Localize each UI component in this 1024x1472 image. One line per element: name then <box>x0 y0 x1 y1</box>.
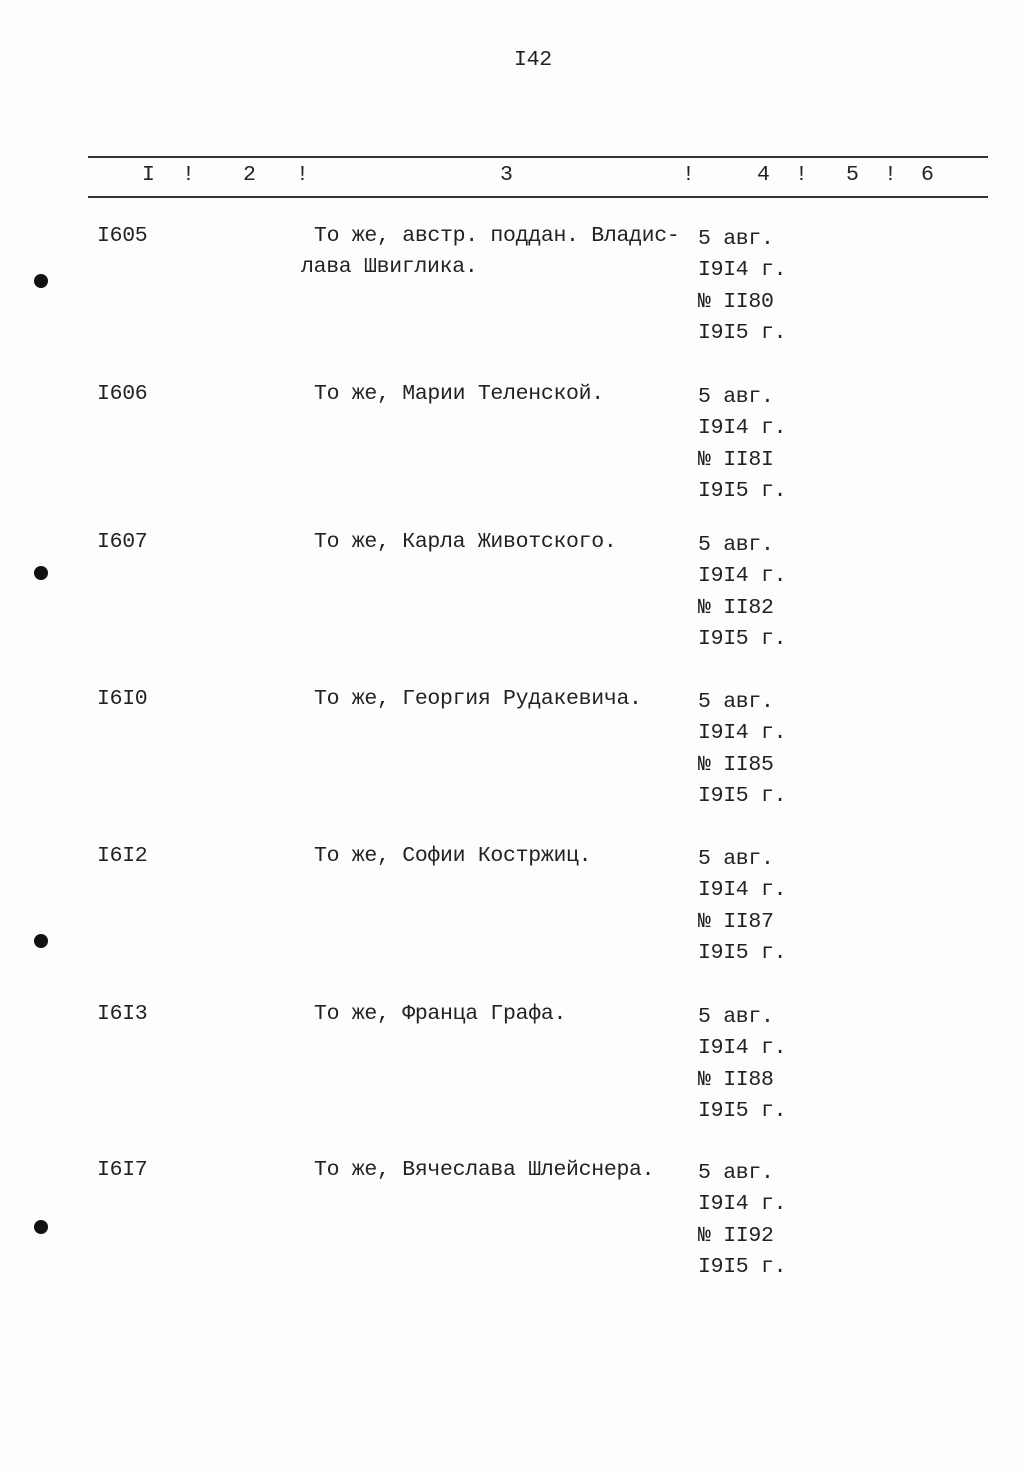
header-bottom-rule <box>88 196 988 198</box>
year2: I9I5 г. <box>698 1254 787 1279</box>
record-number: I6I3 <box>97 1002 148 1026</box>
table-row <box>0 382 1024 522</box>
record-description: То же, австр. поддан. Владис- <box>314 224 680 248</box>
record-number: I6I2 <box>97 844 148 868</box>
record-number: I6I0 <box>97 687 148 711</box>
year2: I9I5 г. <box>698 626 787 651</box>
record-dates <box>698 687 786 812</box>
header-col4: 4 <box>757 163 770 187</box>
year: I9I4 г. <box>698 564 787 589</box>
record-no: № II8I <box>698 447 774 472</box>
record-number: I606 <box>97 382 148 406</box>
record-number: I607 <box>97 530 148 554</box>
record-no: № II88 <box>698 1067 774 1092</box>
record-dates <box>698 530 786 655</box>
header-col3: 3 <box>500 163 513 187</box>
table-row <box>0 1158 1024 1298</box>
header-col5: 5 <box>846 163 859 187</box>
table-row <box>0 687 1024 827</box>
record-no: № II80 <box>698 289 774 314</box>
date: 5 авг. <box>698 1161 774 1185</box>
record-description-cont: лава Швиглика. <box>301 255 478 279</box>
page-number: I42 <box>514 48 552 72</box>
record-number: I605 <box>97 224 148 248</box>
record-number: I6I7 <box>97 1158 148 1182</box>
year: I9I4 г. <box>698 1036 787 1061</box>
record-no: № II92 <box>698 1223 774 1248</box>
record-description: То же, Софии Костржиц. <box>314 844 592 868</box>
table-row <box>0 844 1024 984</box>
year: I9I4 г. <box>698 721 787 746</box>
year: I9I4 г. <box>698 878 787 903</box>
date: 5 авг. <box>698 847 774 871</box>
year: I9I4 г. <box>698 416 787 441</box>
date: 5 авг. <box>698 1005 774 1029</box>
header-sep: ! <box>795 163 808 187</box>
record-dates <box>698 224 786 349</box>
record-description: То же, Франца Графа. <box>314 1002 567 1026</box>
year2: I9I5 г. <box>698 940 787 965</box>
year2: I9I5 г. <box>698 478 787 503</box>
record-dates <box>698 844 786 969</box>
binder-hole-mark <box>34 1220 48 1234</box>
year: I9I4 г. <box>698 1192 787 1217</box>
header-sep: ! <box>296 163 309 187</box>
year: I9I4 г. <box>698 258 787 283</box>
record-dates <box>698 1158 786 1283</box>
table-row <box>0 1002 1024 1142</box>
date: 5 авг. <box>698 533 774 557</box>
header-sep: ! <box>182 163 195 187</box>
binder-hole-mark <box>34 934 48 948</box>
table-row <box>0 224 1024 364</box>
record-description: То же, Георгия Рудакевича. <box>314 687 642 711</box>
record-description: То же, Марии Теленской. <box>314 382 604 406</box>
year2: I9I5 г. <box>698 320 787 345</box>
year2: I9I5 г. <box>698 783 787 808</box>
binder-hole-mark <box>34 274 48 288</box>
year2: I9I5 г. <box>698 1098 787 1123</box>
record-dates <box>698 382 786 507</box>
header-top-rule <box>88 156 988 158</box>
record-no: № II85 <box>698 752 774 777</box>
table-row <box>0 530 1024 670</box>
header-col6: 6 <box>921 163 934 187</box>
date: 5 авг. <box>698 690 774 714</box>
date: 5 авг. <box>698 385 774 409</box>
record-description: То же, Карла Животского. <box>314 530 617 554</box>
record-dates <box>698 1002 786 1127</box>
header-sep: ! <box>682 163 695 187</box>
date: 5 авг. <box>698 227 774 251</box>
header-col1: I <box>142 163 155 187</box>
record-no: № II82 <box>698 595 774 620</box>
binder-hole-mark <box>34 566 48 580</box>
header-col2: 2 <box>243 163 256 187</box>
record-no: № II87 <box>698 909 774 934</box>
header-sep: ! <box>884 163 897 187</box>
record-description: То же, Вячеслава Шлейснера. <box>314 1158 655 1182</box>
